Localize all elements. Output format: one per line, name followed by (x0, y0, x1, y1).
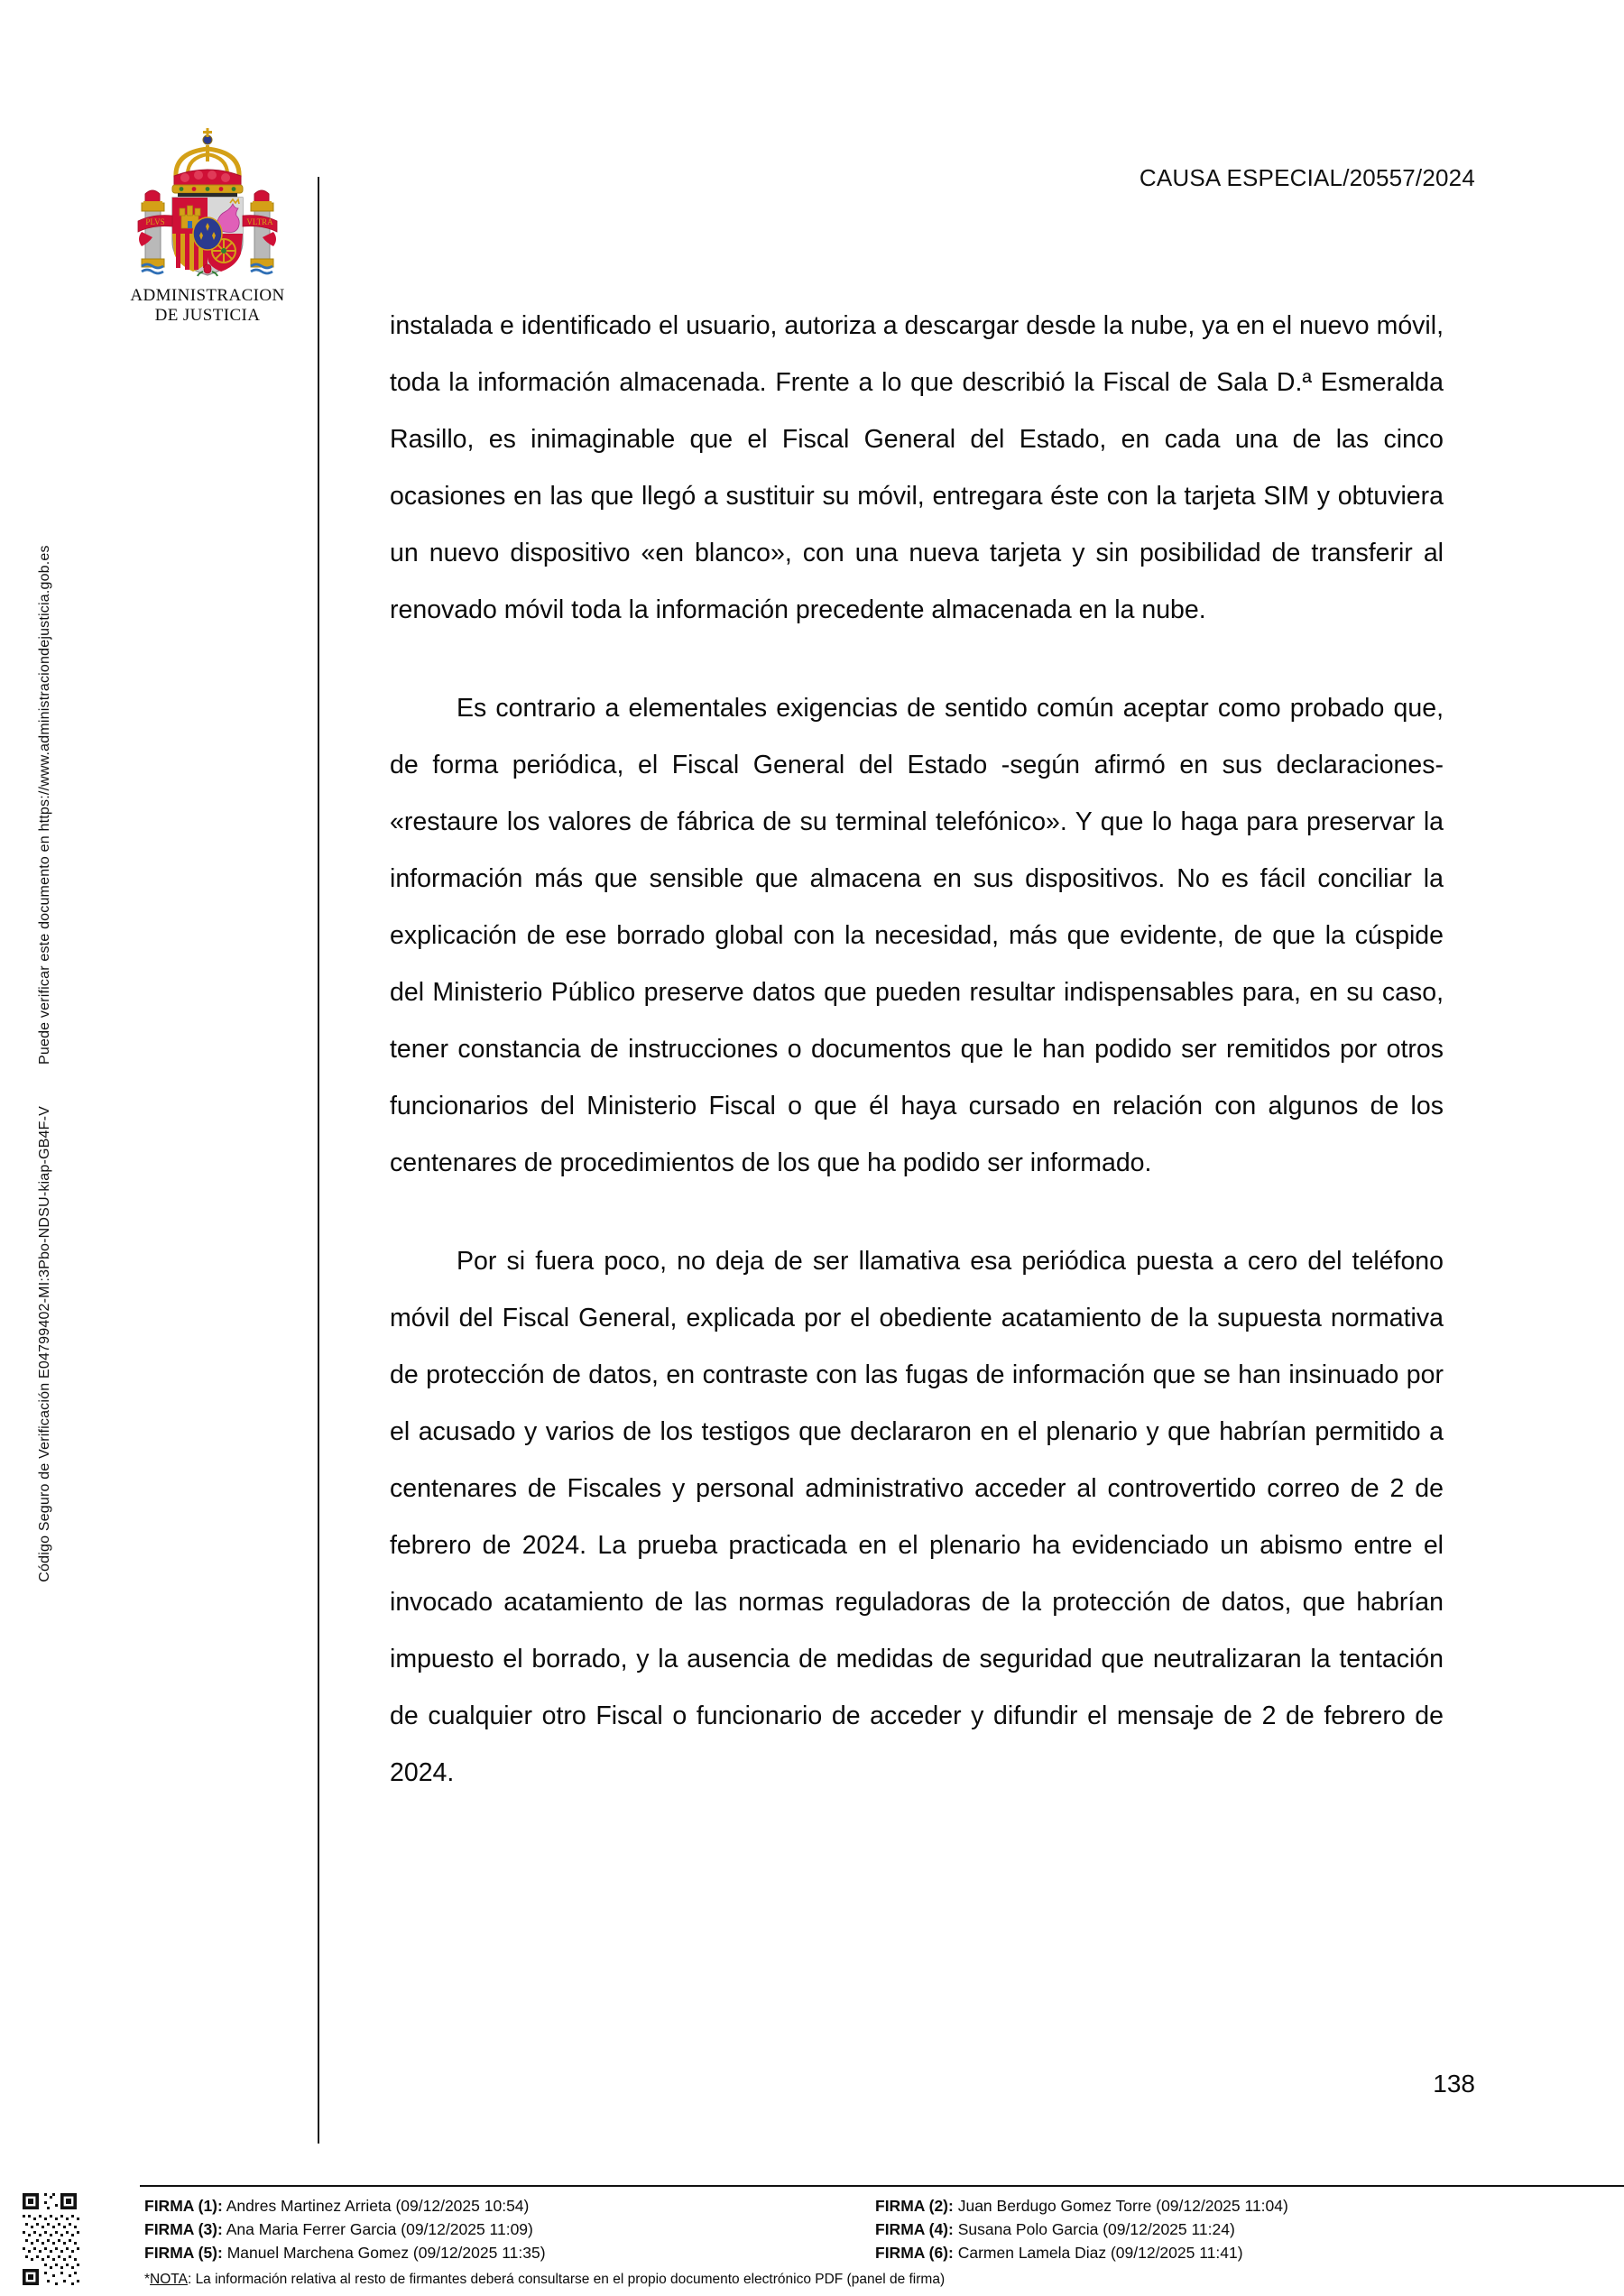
signature-value-6: Carmen Lamela Diaz (09/12/2025 11:41) (957, 2244, 1243, 2262)
signature-value-1: Andres Martinez Arrieta (09/12/2025 10:54) (226, 2197, 530, 2215)
signature-value-2: Juan Berdugo Gomez Torre (09/12/2025 11:04) (957, 2197, 1288, 2215)
signature-entry-5 (144, 2241, 875, 2264)
emblem-caption (99, 286, 316, 327)
qr-code-icon (20, 2190, 79, 2288)
signature-entry-6 (875, 2241, 1606, 2264)
body-paragraph-1: instalada e identificado el usuario, autoriza a descargar desde la nube, ya en el nuevo móvil, toda la información almacenada. Frente a lo que describió la Fiscal de Sala D.ª Esmeralda Rasillo, es inimaginable que el Fiscal General del Estado, en cada una de las cinco ocasiones en las que llegó a sustituir su móvil, entregara éste con la tarjeta SIM y obtuviera un nuevo dispositivo «en blanco», con una nueva tarjeta y sin posibilidad de transferir al renovado móvil toda la información precedente almacenada en la nube. (390, 311, 1444, 624)
document-body (390, 298, 1444, 1802)
page-number: 138 (1433, 2070, 1475, 2098)
verification-side-text (37, 35, 53, 2092)
footer-note-keyword: NOTA (150, 2272, 188, 2287)
signature-label-1: FIRMA (1): (144, 2197, 223, 2215)
svg-text:VLTRA: VLTRA (246, 217, 273, 226)
vertical-margin-rule (318, 177, 319, 2144)
signature-value-5: Manuel Marchena Gomez (09/12/2025 11:35) (226, 2244, 546, 2262)
footer-divider (140, 2185, 1624, 2187)
case-reference-header: CAUSA ESPECIAL/20557/2024 (1139, 164, 1475, 191)
signature-row (144, 2194, 1606, 2218)
signature-value-4: Susana Polo Garcia (09/12/2025 11:24) (957, 2220, 1235, 2238)
signature-label-4: FIRMA (4): (875, 2220, 954, 2238)
body-paragraph-2: Es contrario a elementales exigencias de sentido común aceptar como probado que, de forma periódica, el Fiscal General del Estado -según afirmó en sus declaraciones- «restaure los valores de fábrica de su terminal telefónico». Y que lo haga para preservar la información más que sensible que almacena en sus dispositivos. No es fácil conciliar la explicación de ese borrado global con la necesidad, más que evidente, de que la cúspide del Ministerio Público preserve datos que pueden resultar indispensables para, en su caso, tener constancia de instrucciones o documentos que le han podido ser remitidos por otros funcionarios del Ministerio Fiscal o que él haya cursado en relación con algunos de los centenares de procedimientos de los que ha podido ser informado. (390, 694, 1444, 1177)
emblem-caption-line-2: DE JUSTICIA (154, 306, 261, 326)
signature-entry-4 (875, 2218, 1606, 2241)
signature-label-3: FIRMA (3): (144, 2220, 223, 2238)
svg-text:PLVS: PLVS (145, 217, 165, 226)
signature-list (144, 2194, 1606, 2264)
body-paragraph-3: Por si fuera poco, no deja de ser llamativa esa periódica puesta a cero del teléfono móvil del Fiscal General, explicada por el obediente acatamiento de la supuesta normativa de protección de datos, en contraste con las fugas de información que se han insinuado por el acusado y varios de los testigos que declararon en el plenario y que habrían permitido a centenares de Fiscales y personal administrativo acceder al controvertido correo de 2 de febrero de 2024. La prueba practicada en el plenario ha evidenciado un abismo entre el invocado acatamiento de las normas reguladoras de la protección de datos, que habrían impuesto el borrado, y la ausencia de medidas de seguridad que neutralizaran la tentación de cualquier otro Fiscal o funcionario de acceder y difundir el mensaje de 2 de febrero de 2024. (390, 1247, 1444, 1787)
verification-url-text: Puede verificar este documento en https://www.administraciondejusticia.gob.es (37, 545, 52, 1065)
signature-row (144, 2241, 1606, 2264)
verification-side-strip (0, 0, 63, 2147)
signature-entry-2 (875, 2194, 1606, 2218)
footer-note-text: : La información relativa al resto de firmantes deberá consultarse en el propio documento electrónico PDF (panel de firma) (187, 2272, 946, 2287)
footer-note (144, 2272, 945, 2288)
csv-code-label: Código Seguro de Verificación E04799402-MI:3Pbo-NDSU-kiap-GB4F-V (37, 1105, 52, 1582)
signature-label-2: FIRMA (2): (875, 2197, 954, 2215)
spain-coat-of-arms-icon (122, 122, 293, 282)
signature-footer (0, 2165, 1624, 2296)
signature-entry-3 (144, 2218, 875, 2241)
signature-label-6: FIRMA (6): (875, 2244, 954, 2262)
coat-of-arms-block (99, 122, 316, 327)
footer-note-asterisk: * (144, 2272, 151, 2287)
signature-value-3: Ana Maria Ferrer Garcia (09/12/2025 11:09) (226, 2220, 533, 2238)
signature-label-5: FIRMA (5): (144, 2244, 223, 2262)
emblem-caption-line-1: ADMINISTRACION (130, 286, 285, 305)
signature-entry-1 (144, 2194, 875, 2218)
signature-row (144, 2218, 1606, 2241)
